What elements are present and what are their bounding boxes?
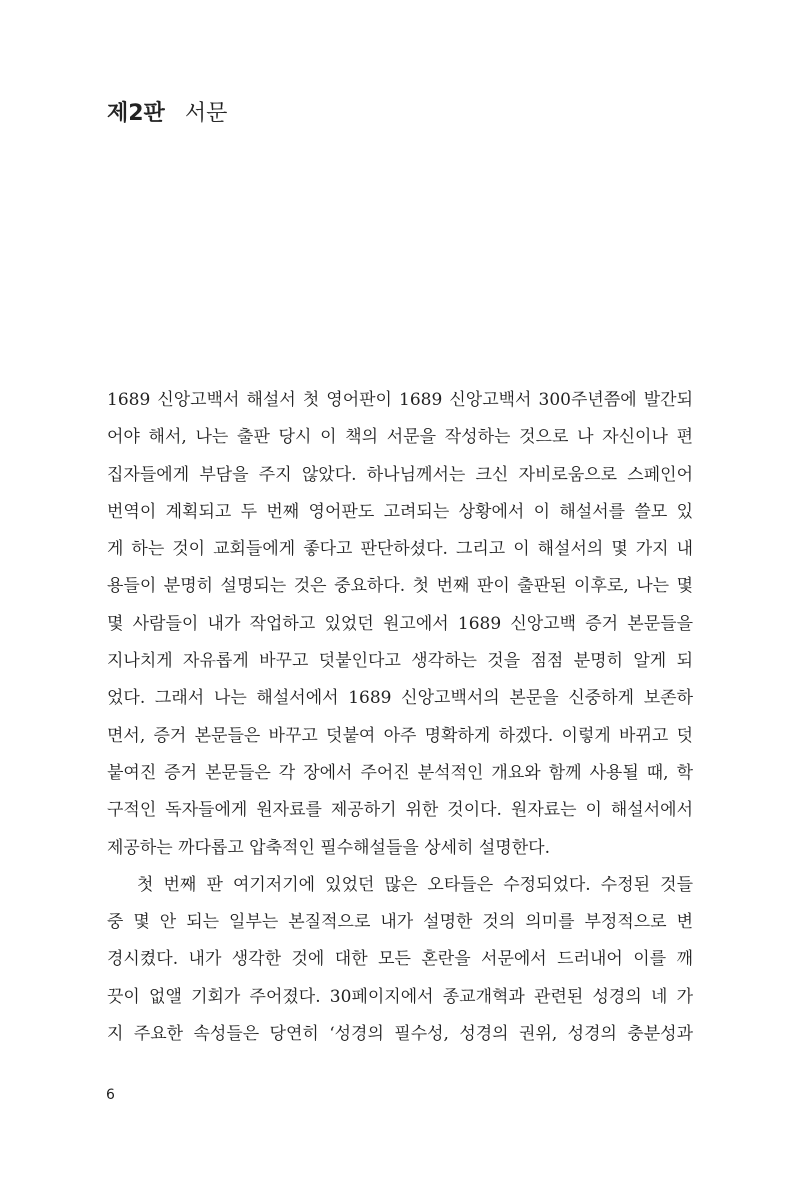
text-line: 첫 번째 판 여기저기에 있었던 많은 오타들은 수정되었다. 수정된 것들 [137,874,693,895]
text-line: 붙여진 증거 본문들은 각 장에서 주어진 분석적인 개요와 함께 사용될 때, 학 [107,762,693,783]
body-text [107,382,693,1053]
text-line: 집자들에게 부담을 주지 않았다. 하나님께서는 크신 자비로움으로 스페인어 [107,464,693,485]
text-line: 게 하는 것이 교회들에게 좋다고 판단하셨다. 그리고 이 해설서의 몇 가지 내 [107,539,693,560]
text-line: 1689 신앙고백서 해설서 첫 영어판이 1689 신앙고백서 300주년쯤에 발간되 [107,390,693,410]
paragraph-2 [107,867,693,1053]
text-line: 몇 사람들이 내가 작업하고 있었던 원고에서 1689 신앙고백 증거 본문들을 [107,613,693,634]
text-line: 번역이 계획되고 두 번째 영어판도 고려되는 상황에서 이 해설서를 쓸모 있 [107,501,693,522]
text-line: 용들이 분명히 설명되는 것은 중요하다. 첫 번째 판이 출판된 이후로, 나는 몇 [107,576,693,597]
heading-title: 서문 [184,101,228,126]
text-line: 었다. 그래서 나는 해설서에서 1689 신앙고백서의 본문을 신중하게 보존하 [107,688,693,709]
page-number: 6 [106,1087,115,1103]
text-line: 지나치게 자유롭게 바꾸고 덧붙인다고 생각하는 것을 점점 분명히 알게 되 [107,651,693,672]
text-line: 끗이 없앨 기회가 주어졌다. 30페이지에서 종교개혁과 관련된 성경의 네 가 [107,986,693,1007]
text-line: 어야 해서, 나는 출판 당시 이 책의 서문을 작성하는 것으로 나 자신이나 편 [107,427,693,448]
text-line: 면서, 증거 본문들은 바꾸고 덧붙여 아주 명확하게 하겠다. 이렇게 바뀌고 덧 [107,725,693,746]
chapter-heading [107,97,227,131]
text-line: 구적인 독자들에게 원자료를 제공하기 위한 것이다. 원자료는 이 해설서에서 [107,800,693,821]
text-line: 경시켰다. 내가 생각한 것에 대한 모든 혼란을 서문에서 드러내어 이를 깨 [107,949,693,970]
text-line: 제공하는 까다롭고 압축적인 필수해설들을 상세히 설명한다. [107,837,550,858]
edition-label: 제2판 [107,101,165,126]
text-line: 지 주요한 속성들은 당연히 ‘성경의 필수성, 성경의 권위, 성경의 충분성과 [107,1024,693,1045]
text-line: 중 몇 안 되는 일부는 본질적으로 내가 설명한 것의 의미를 부정적으로 변 [107,912,693,933]
paragraph-1 [107,382,693,867]
